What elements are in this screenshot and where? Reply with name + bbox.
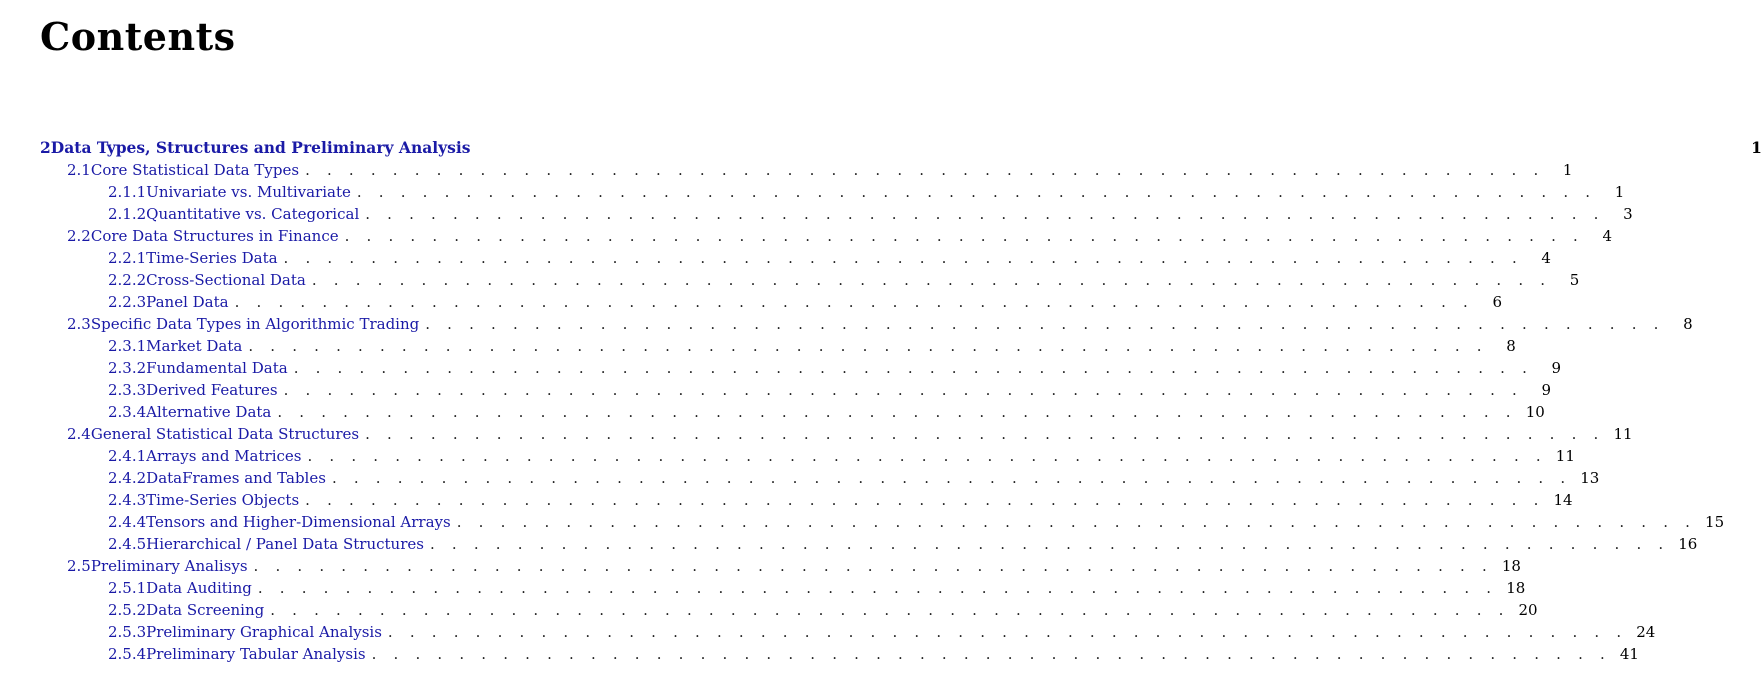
toc-entry-page[interactable]: 8	[1488, 335, 1516, 357]
toc-entry-number[interactable]: 2.3.3	[108, 381, 147, 399]
toc-leader-dots: . . . . . . . . . . . . . . . . . . . . . . . . . . . . . . . . . . . . . . . . . . . . . . . . . . . . . . . . .	[257, 579, 1498, 597]
toc-entry-title[interactable]: Panel Data	[146, 291, 234, 313]
toc-entry-title[interactable]: Time-Series Objects	[146, 489, 305, 511]
toc-leader-dots: . . . . . . . . . . . . . . . . . . . . . . . . . . . . . . . . . . . . . . . . . . . . . . . . . . . . . . . . .	[344, 227, 1585, 245]
toc-entry-number[interactable]: 2.4.4	[108, 513, 147, 531]
toc-leader-dots: . . . . . . . . . . . . . . . . . . . . . . . . . . . . . . . . . . . . . . . . . . . . . . . . . . . . . . . . .	[305, 161, 1545, 179]
toc-entry-page[interactable]: 15	[1696, 511, 1724, 533]
toc-leader-dots: . . . . . . . . . . . . . . . . . . . . . . . . . . . . . . . . . . . . . . . . . . . . . . . . . . . . . . . . .	[234, 293, 1474, 311]
toc-entry-title[interactable]: Data Types, Structures and Preliminary Analysis	[51, 137, 477, 159]
toc-entry-number[interactable]: 2.4.5	[108, 535, 147, 553]
toc-entry-2-3-4[interactable]	[40, 401, 1545, 423]
toc-entry-title[interactable]: General Statistical Data Structures	[91, 423, 365, 445]
toc-entry-title[interactable]: Hierarchical / Panel Data Structures	[146, 533, 430, 555]
toc-entry-page[interactable]: 11	[1605, 423, 1633, 445]
toc-entry-title[interactable]: Preliminary Tabular Analysis	[146, 643, 371, 665]
toc-entry-2-5-4[interactable]	[40, 643, 1639, 665]
toc-entry-page[interactable]: 4	[1523, 247, 1551, 269]
toc-entry-page[interactable]: 8	[1665, 313, 1693, 335]
toc-entry-number[interactable]: 2.4.3	[108, 491, 147, 509]
toc-entry-number[interactable]: 2.3	[67, 315, 91, 333]
toc-entry-2-2-2[interactable]	[40, 269, 1580, 291]
toc-entry-2-2-1[interactable]	[40, 247, 1551, 269]
toc-leader-dots: . . . . . . . . . . . . . . . . . . . . . . . . . . . . . . . . . . . . . . . . . . . . . . . . . . . . . . . . .	[277, 403, 1517, 421]
toc-entry-page[interactable]: 20	[1510, 599, 1538, 621]
toc-entry-page[interactable]: 41	[1611, 643, 1639, 665]
toc-leader-dots: . . . . . . . . . . . . . . . . . . . . . . . . . . . . . . . . . . . . . . . . . . . . . . . . . . . . . . . . .	[311, 271, 1552, 289]
toc-entry-2-2-3[interactable]	[40, 291, 1502, 313]
toc-entry-number[interactable]: 2.3.2	[108, 359, 147, 377]
toc-entry-page[interactable]: 9	[1523, 379, 1551, 401]
toc-entry-number[interactable]: 2.3.4	[108, 403, 147, 421]
toc-entry-2-5-3[interactable]	[40, 621, 1656, 643]
toc-entry-number[interactable]: 2.3.1	[108, 337, 147, 355]
toc-leader-dots: . . . . . . . . . . . . . . . . . . . . . . . . . . . . . . . . . . . . . . . . . . . . . . . . . . . . . . . . .	[365, 425, 1605, 443]
toc-entry-number[interactable]: 2.2.2	[108, 271, 147, 289]
toc-entry-2-4-5[interactable]	[40, 533, 1698, 555]
toc-entry-title[interactable]: Fundamental Data	[146, 357, 294, 379]
toc-entry-2-5[interactable]	[40, 555, 1521, 577]
toc-leader-dots: . . . . . . . . . . . . . . . . . . . . . . . . . . . . . . . . . . . . . . . . . . . . . . . . . . . . . . . . .	[283, 381, 1524, 399]
toc-entry-page[interactable]: 3	[1605, 203, 1633, 225]
toc-entry-title[interactable]: Data Screening	[146, 599, 270, 621]
table-of-contents	[40, 137, 1762, 665]
toc-entry-page[interactable]: 1	[1544, 159, 1572, 181]
toc-entry-number[interactable]: 2.5.4	[108, 645, 147, 663]
toc-leader-dots: . . . . . . . . . . . . . . . . . . . . . . . . . . . . . . . . . . . . . . . . . . . . . . . . . . . . . . . . .	[365, 205, 1605, 223]
toc-entry-2-1[interactable]	[40, 159, 1573, 181]
toc-entry-number[interactable]: 2.1.2	[108, 205, 147, 223]
toc-entry-2-3-1[interactable]	[40, 335, 1516, 357]
toc-entry-title[interactable]: Univariate vs. Multivariate	[146, 181, 357, 203]
toc-entry-page[interactable]: 1	[1734, 137, 1762, 159]
toc-entry-2-2[interactable]	[40, 225, 1613, 247]
toc-entry-page[interactable]: 11	[1547, 445, 1575, 467]
toc-entry-number[interactable]: 2.2.3	[108, 293, 147, 311]
toc-entry-number[interactable]: 2.2.1	[108, 249, 147, 267]
toc-entry-title[interactable]: Tensors and Higher-Dimensional Arrays	[146, 511, 457, 533]
toc-entry-title[interactable]: Market Data	[146, 335, 248, 357]
toc-entry-title[interactable]: Core Data Structures in Finance	[91, 225, 345, 247]
toc-entry-page[interactable]: 14	[1545, 489, 1573, 511]
toc-entry-page[interactable]: 6	[1474, 291, 1502, 313]
toc-leader-dots: . . . . . . . . . . . . . . . . . . . . . . . . . . . . . . . . . . . . . . . . . . . . . . . . . . . . . . . . .	[253, 557, 1493, 575]
toc-entry-2-4[interactable]	[40, 423, 1633, 445]
toc-entry-2-4-2[interactable]	[40, 467, 1600, 489]
toc-leader-dots: . . . . . . . . . . . . . . . . . . . . . . . . . . . . . . . . . . . . . . . . . . . . . . . . . . . . . . . . .	[371, 645, 1611, 663]
toc-entry-2[interactable]	[40, 137, 1762, 159]
toc-leader-dots: . . . . . . . . . . . . . . . . . . . . . . . . . . . . . . . . . . . . . . . . . . . . . . . . . . . . . . . . .	[305, 491, 1545, 509]
toc-entry-2-1-2[interactable]	[40, 203, 1633, 225]
toc-entry-number[interactable]: 2	[40, 138, 51, 157]
toc-entry-title[interactable]: Alternative Data	[146, 401, 277, 423]
toc-entry-page[interactable]: 24	[1627, 621, 1655, 643]
toc-entry-title[interactable]: Core Statistical Data Types	[91, 159, 305, 181]
toc-entry-2-4-1[interactable]	[40, 445, 1575, 467]
toc-entry-title[interactable]: Arrays and Matrices	[146, 445, 307, 467]
toc-entry-page[interactable]: 18	[1497, 577, 1525, 599]
toc-entry-page[interactable]: 18	[1493, 555, 1521, 577]
toc-entry-2-3[interactable]	[40, 313, 1693, 335]
toc-entry-title[interactable]: Data Auditing	[146, 577, 258, 599]
toc-entry-page[interactable]: 16	[1669, 533, 1697, 555]
toc-entry-title[interactable]: Specific Data Types in Algorithmic Trading	[91, 313, 425, 335]
toc-leader-dots: . . . . . . . . . . . . . . . . . . . . . . . . . . . . . . . . . . . . . . . . . . . . . . . . . . . . . . . . .	[425, 315, 1665, 333]
toc-entry-number[interactable]: 2.1	[67, 161, 91, 179]
toc-entry-number[interactable]: 2.5.3	[108, 623, 147, 641]
toc-entry-number[interactable]: 2.2	[67, 227, 91, 245]
toc-entry-title[interactable]: Preliminary Graphical Analysis	[146, 621, 388, 643]
toc-entry-2-3-3[interactable]	[40, 379, 1552, 401]
toc-entry-number[interactable]: 2.5	[67, 557, 91, 575]
toc-entry-2-1-1[interactable]	[40, 181, 1625, 203]
toc-entry-page[interactable]: 10	[1517, 401, 1545, 423]
toc-entry-number[interactable]: 2.4.2	[108, 469, 147, 487]
toc-leader-dots: . . . . . . . . . . . . . . . . . . . . . . . . . . . . . . . . . . . . . . . . . . . . . . . . . . . . . . . . .	[356, 183, 1597, 201]
toc-entry-2-4-3[interactable]	[40, 489, 1573, 511]
toc-entry-2-5-2[interactable]	[40, 599, 1538, 621]
toc-entry-number[interactable]: 2.5.1	[108, 579, 147, 597]
toc-entry-number[interactable]: 2.5.2	[108, 601, 147, 619]
toc-leader-dots: . . . . . . . . . . . . . . . . . . . . . . . . . . . . . . . . . . . . . . . . . . . . . . . . . . . . . . . . .	[307, 447, 1547, 465]
toc-entry-page[interactable]: 5	[1551, 269, 1579, 291]
toc-leader-dots: . . . . . . . . . . . . . . . . . . . . . . . . . . . . . . . . . . . . . . . . . . . . . . . . . . . . . . . . .	[429, 535, 1670, 553]
toc-entry-title[interactable]: Cross-Sectional Data	[146, 269, 312, 291]
toc-leader-dots: . . . . . . . . . . . . . . . . . . . . . . . . . . . . . . . . . . . . . . . . . . . . . . . . . . . . . . . . .	[248, 337, 1488, 355]
toc-entry-number[interactable]: 2.1.1	[108, 183, 147, 201]
toc-leader-dots: . . . . . . . . . . . . . . . . . . . . . . . . . . . . . . . . . . . . . . . . . . . . . . . . . . . . . . . . .	[456, 513, 1697, 531]
toc-entry-page[interactable]: 1	[1596, 181, 1624, 203]
toc-entry-title[interactable]: Derived Features	[146, 379, 283, 401]
toc-leader-dots: . . . . . . . . . . . . . . . . . . . . . . . . . . . . . . . . . . . . . . . . . . . . . . . . . . . . . . . . .	[293, 359, 1534, 377]
toc-entry-title[interactable]: DataFrames and Tables	[146, 467, 332, 489]
toc-entry-title[interactable]: Quantitative vs. Categorical	[146, 203, 365, 225]
toc-entry-title[interactable]: Preliminary Analisys	[91, 555, 254, 577]
toc-leader-dots: . . . . . . . . . . . . . . . . . . . . . . . . . . . . . . . . . . . . . . . . . . . . . . . . . . . . . . . . .	[283, 249, 1523, 267]
toc-entry-page[interactable]: 13	[1571, 467, 1599, 489]
page-title: Contents	[40, 14, 236, 59]
toc-entry-2-4-4[interactable]	[40, 511, 1725, 533]
toc-entry-number[interactable]: 2.4	[67, 425, 91, 443]
toc-entry-number[interactable]: 2.4.1	[108, 447, 147, 465]
toc-entry-2-3-2[interactable]	[40, 357, 1562, 379]
toc-leader-dots: . . . . . . . . . . . . . . . . . . . . . . . . . . . . . . . . . . . . . . . . . . . . . . . . . . . . . . . . .	[331, 469, 1572, 487]
toc-entry-page[interactable]: 9	[1533, 357, 1561, 379]
toc-entry-page[interactable]: 4	[1584, 225, 1612, 247]
toc-leader-dots: . . . . . . . . . . . . . . . . . . . . . . . . . . . . . . . . . . . . . . . . . . . . . . . . . . . . . . . . .	[387, 623, 1628, 641]
toc-entry-2-5-1[interactable]	[40, 577, 1526, 599]
toc-leader-dots: . . . . . . . . . . . . . . . . . . . . . . . . . . . . . . . . . . . . . . . . . . . . . . . . . . . . . . . . .	[270, 601, 1510, 619]
toc-entry-title[interactable]: Time-Series Data	[146, 247, 283, 269]
